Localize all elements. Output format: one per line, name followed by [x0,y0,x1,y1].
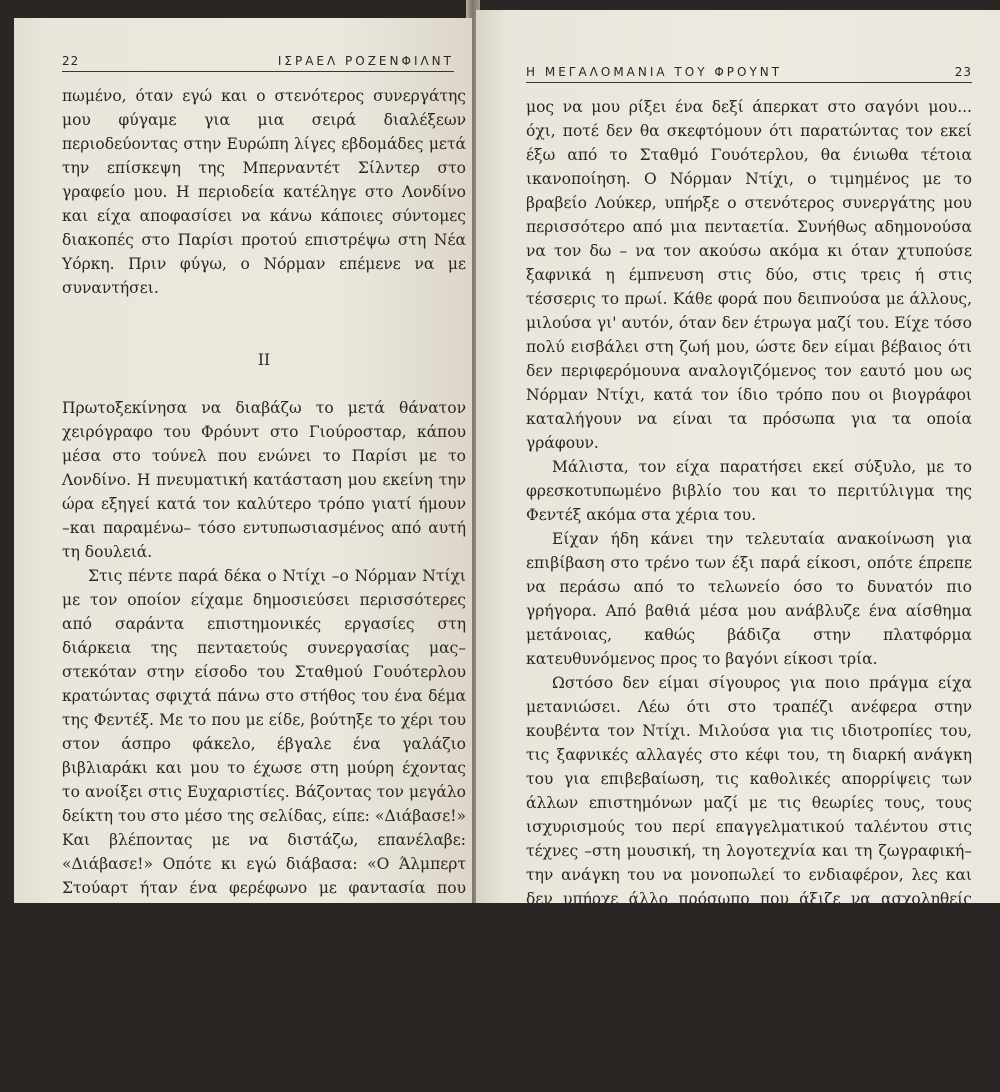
left-paragraph-1: πωμένο, όταν εγώ και ο στενότερος συνεργάτης μου φύγαμε για μια σειρά διαλέξεων περιοδεύοντας στην Ευρώπη λίγες εβδομάδες μετά την επίσκεψη της Μπερναντέτ Σίλντερ στο γραφείο μου. Η περιοδεία κατέληγε στο Λονδίνο και είχα αποφασίσει να κάνω κάποιες σύντομες διακοπές στο Παρίσι προτού επιστρέψω στη Νέα Υόρκη. Πριν φύγω, ο Νόρμαν επέμενε να με συναντήσει. [62,87,466,297]
left-paragraph-2: Πρωτοξεκίνησα να διαβάζω το μετά θάνατον χειρόγραφο του Φρόυντ στο Γιούροσταρ, κάπου μέσα στο τούνελ που ενώνει το Παρίσι με το Λονδίνο. Η πνευματική κατάσταση μου εκείνη την ώρα εξηγεί κατά τον καλύτερο τρόπο γιατί ήμουν –και παραμένω– τόσο εντυπωσιασμένος από αυτή τη δουλειά. [62,399,466,561]
left-page-number: 22 [62,54,80,68]
left-running-head-author: ΙΣΡΑΕΛ ΡΟΖΕΝΦΙΛΝΤ [277,54,454,68]
right-running-head-title: Η ΜΕΓΑΛΟΜΑΝΙΑ ΤΟΥ ΦΡΟΥΝΤ [526,65,783,79]
left-paragraph-4: Έκλεισα το βιβλίο, του το έδωσα και μπήκα στο σταθμό Γουότερλου. [62,927,466,969]
right-paragraph-4: Ωστόσο δεν είμαι σίγουρος για ποιο πράγμα είχα μετανιώσει. Λέω ότι στο τραπέζι ανέφερα στην κουβέντα τον Ντίχι. Μιλούσα για τις ιδιοτροπίες του, τις ξαφνικές αλλαγές στο κέφι του, τη διαρκή ανάγκη του για επιβεβαίωση, τις καθολικές απορρίψεις των άλλων επιστημόνων μαζί με τις θεωρίες τους, τους ισχυρισμούς του περί επαγγελματικού ταλέντου στις τέχνες –στη μουσική, τη λογοτεχνία και τη ζωγραφική– την ανάγκη του να μονοπωλεί το ενδιαφέρον, λες και δεν υπήρχε άλλο πρόσωπο που άξιζε να ασχοληθείς μαζί του. Με τη γυναίκα του είχε μια ολέθρια σχέση για περισσότερο από μια εικοσαετία, καθώς επίσης και περιστασιακές σχέσεις, για τις οποίες ένιωθε υποχρεωμένος να αφηνεί κάποια ασαφή υπονοούμενα στους μετα- [526,674,972,1028]
right-paragraph-1: μος να μου ρίξει ένα δεξί άπερκατ στο σαγόνι μου... όχι, ποτέ δεν θα σκεφτόμουν ότι παρατώντας τον εκεί έξω από το Σταθμό Γουότερλου, θα ένιωθα τέτοια ικανοποίηση. Ο Νόρμαν Ντίχι, ο τιμημένος με το βραβείο Λούκερ, υπήρξε ο στενότερος συνεργάτης μου περισσότερο από μια πενταετία. Συνήθως αδημονούσα να τον δω – να τον ακούσω ακόμα κι όταν χτυπούσε ξαφνικά η έμπνευση στις δύο, στις τρεις ή στις τέσσερις το πρωί. Κάθε φορά που δειπνούσα με άλλους, μιλούσα γι' αυτόν, όταν δεν έτρωγα μαζί του. Είχε τόσο πολύ εισβάλει στη ζωή μου, ώστε δεν είμαι βέβαιος ότι δεν περιφερόμουνα αναλογιζόμενος τον εαυτό μου ως Νόρμαν Ντίχι, κατά τον ίδιο τρόπο που οι βιογράφοι καταλήγουν να είναι τα πρόσωπα για τα οποία γράφουν. [526,98,972,452]
left-paragraph-3: Στις πέντε παρά δέκα ο Ντίχι –ο Νόρμαν Ντίχι με τον οποίον είχαμε δημοσιεύσει περισσότερες από σαράντα επιστημονικές εργασίες στη διάρκεια της πενταετούς συνεργασίας μας– στεκόταν στην είσοδο του Σταθμού Γουότερλου κρατώντας σφιχτά πάνω στο στήθος του ένα δέμα της Φεντέξ. Με το που με είδε, βούτηξε το χέρι του στον άσπρο φάκελο, έβγαλε ένα γαλάζιο βιβλιαράκι και μου το έχωσε στη μούρη έχοντας το ανοίξει στις Ευχαριστίες. Βάζοντας τον μεγάλο δείκτη του στο μέσο της σελίδας, είπε: «Διάβασε!» Και βλέποντας με να διστάζω, επανέλαβε: «Διάβασε!» Οπότε κι εγώ διάβασα: «Ο Άλμπερτ Στούαρτ ήταν ένα φερέφωνο με φαντασία που έκανε κριτική». [62,567,466,921]
section-number: II [257,351,271,369]
right-paragraph-2: Μάλιστα, τον είχα παρατήσει εκεί σύξυλο, με το φρεσκοτυπωμένο βιβλίο του και το περιτύλιγμα της Φεντέξ ακόμα στα χέρια του. [526,458,972,524]
left-page [14,18,472,1089]
right-page-number: 23 [954,65,972,79]
right-page [476,10,1000,1028]
left-paragraph-5: Ποτέ μου δεν θα σκεφτόμουνα ότι παρατώντας στη μέση του δρόμου κάποιον που έχει τιμηθεί με το βραβείο Λούκερ σύξυλο, κατσουφιασμένο, με το σαγόνι του να κρέμεται, με τις γροθιές του σφιγμένες, λες και ήταν ετοι- [62,975,466,1089]
right-paragraph-3: Είχαν ήδη κάνει την τελευταία ανακοίνωση για επιβίβαση στο τρένο των έξι παρά είκοσι, οπότε έπρεπε να περάσω από το τελωνείο όσο το δυνατόν πιο γρήγορα. Από βαθιά μέσα μου ανάβλυζε ένα αίσθημα μετάνοιας, καθώς βάδιζα στην πλατφόρμα κατευθυνόμενος προς το βαγόνι είκοσι τρία. [526,530,972,668]
right-running-header [526,65,972,83]
left-running-header [62,54,454,72]
